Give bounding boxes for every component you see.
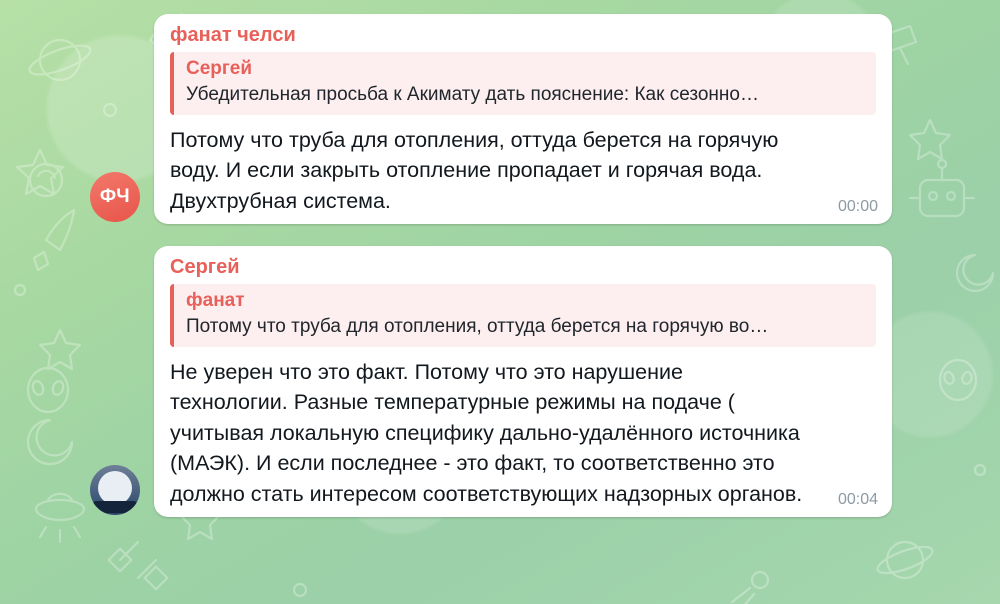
avatar[interactable]: [90, 172, 140, 222]
message-row: [90, 14, 892, 224]
quoted-message[interactable]: [170, 284, 876, 347]
message-text: Не уверен что это факт. Потому что это нарушение технологии. Разные температурные режимы на подаче ( учитывая локальную специфику дально-удалённого источника (МАЭК). И если последнее - это факт, то соответственно это должно стать интересом соответствующих надзорных органов.: [170, 359, 806, 506]
message-bubble[interactable]: [154, 14, 892, 224]
message-text: Потому что труба для отопления, оттуда берется на горячую воду. И если закрыть отопление пропадает и горячая вода. Двухтрубная система.: [170, 127, 785, 213]
message-row: [90, 246, 892, 517]
avatar-photo-shape-secondary: [93, 501, 137, 513]
avatar[interactable]: [90, 465, 140, 515]
quote-text: Потому что труба для отопления, оттуда берется на горячую во…: [186, 315, 769, 337]
quote-author: Сергей: [186, 58, 253, 79]
avatar-photo-shape: [98, 471, 132, 505]
message-sender: Сергей: [170, 256, 240, 279]
avatar-initials: ФЧ: [99, 186, 131, 208]
message-time: 00:04: [837, 491, 878, 509]
quoted-message[interactable]: [170, 52, 876, 115]
message-bubble[interactable]: [154, 246, 892, 517]
quote-author: фанат: [186, 290, 245, 312]
message-sender: фанат челси: [170, 24, 296, 46]
message-time: 00:00: [837, 198, 878, 216]
quote-text: Убедительная просьба к Акимату дать пояснение: Как сезонно…: [186, 83, 759, 105]
